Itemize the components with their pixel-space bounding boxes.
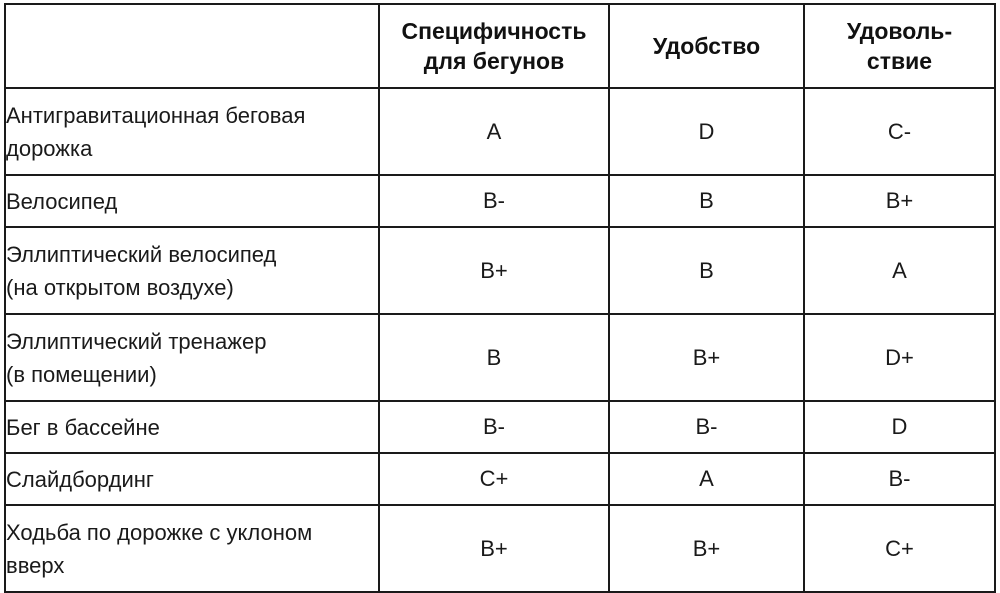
satisfaction-grade: B- (804, 453, 995, 505)
convenience-grade: B+ (609, 505, 804, 592)
table-row (5, 453, 995, 505)
satisfaction-grade: D+ (804, 314, 995, 401)
specificity-grade: C+ (379, 453, 609, 505)
header-convenience-label: Удобство (652, 33, 761, 59)
activity-cell: Эллиптический велосипед (на открытом воздухе) (5, 227, 379, 314)
satisfaction-grade: A (804, 227, 995, 314)
table-row (5, 314, 995, 401)
satisfaction-grade: C- (804, 88, 995, 175)
table-row (5, 401, 995, 453)
activity-cell: Эллиптический тренажер (в помещении) (5, 314, 379, 401)
header-convenience (609, 4, 804, 88)
convenience-grade: B- (609, 401, 804, 453)
convenience-grade: B (609, 175, 804, 227)
convenience-grade: A (609, 453, 804, 505)
activity-cell: Велосипед (5, 175, 379, 227)
convenience-grade: B+ (609, 314, 804, 401)
table-row (5, 175, 995, 227)
specificity-grade: B- (379, 401, 609, 453)
header-row (5, 4, 995, 88)
satisfaction-grade: D (804, 401, 995, 453)
comparison-table (4, 3, 996, 593)
satisfaction-grade: C+ (804, 505, 995, 592)
satisfaction-grade: B+ (804, 175, 995, 227)
activity-cell: Ходьба по дорожке с уклоном вверх (5, 505, 379, 592)
activity-cell: Слайдбординг (5, 453, 379, 505)
header-activity (5, 4, 379, 88)
specificity-grade: B+ (379, 505, 609, 592)
specificity-grade: A (379, 88, 609, 175)
convenience-grade: B (609, 227, 804, 314)
specificity-grade: B+ (379, 227, 609, 314)
header-satisfaction-label: Удоволь- ствие (846, 18, 953, 74)
header-specificity (379, 4, 609, 88)
convenience-grade: D (609, 88, 804, 175)
table-row (5, 505, 995, 592)
table-row (5, 227, 995, 314)
header-satisfaction (804, 4, 995, 88)
activity-cell: Бег в бассейне (5, 401, 379, 453)
table-row (5, 88, 995, 175)
activity-cell: Антигравитационная беговая дорожка (5, 88, 379, 175)
specificity-grade: B- (379, 175, 609, 227)
header-specificity-label: Специфичность для бегунов (401, 18, 587, 74)
specificity-grade: B (379, 314, 609, 401)
